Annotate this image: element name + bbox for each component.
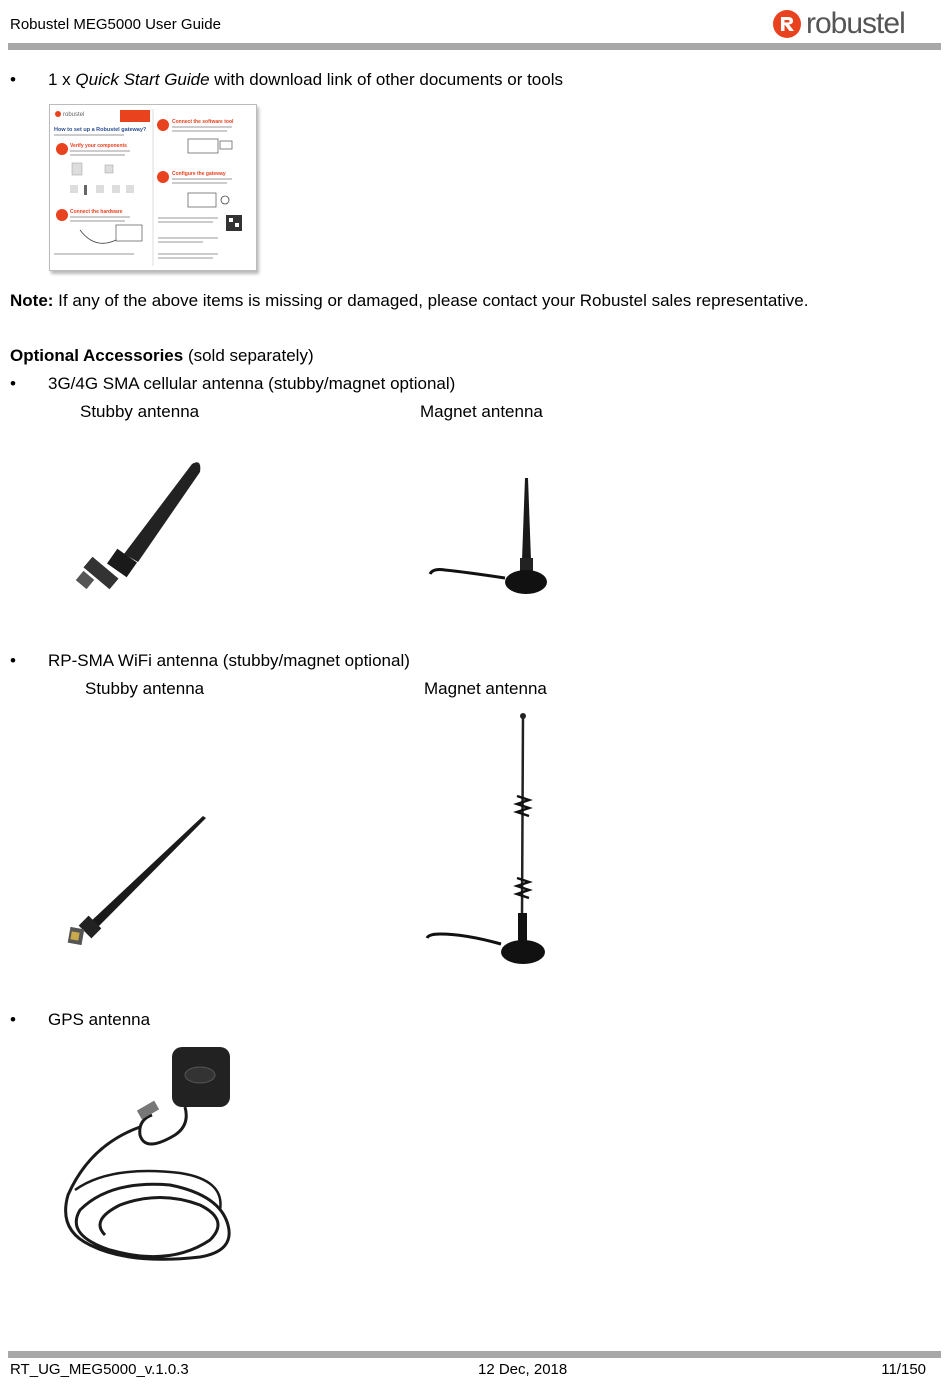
bullet-gps: • bbox=[10, 1010, 16, 1029]
cellular-title: 3G/4G SMA cellular antenna (stubby/magnet optional) bbox=[48, 374, 456, 393]
footer-doc-id: RT_UG_MEG5000_v.1.0.3 bbox=[10, 1361, 189, 1378]
bullet-wifi: • bbox=[10, 651, 16, 670]
robustel-logo-icon bbox=[772, 9, 802, 39]
thumb-heading: How to set up a Robustel gateway? bbox=[54, 127, 147, 133]
note-label: Note: bbox=[10, 291, 54, 310]
bullet-qsg: • bbox=[10, 70, 16, 89]
footer-divider bbox=[8, 1351, 941, 1358]
wifi-magnet-label: Magnet antenna bbox=[424, 679, 547, 698]
optional-label: Optional Accessories bbox=[10, 346, 184, 365]
qsg-suffix: with download link of other documents or tools bbox=[209, 70, 563, 89]
note-text: If any of the above items is missing or damaged, please contact your Robustel sales representative. bbox=[53, 291, 809, 310]
qsg-prefix: 1 x bbox=[48, 70, 76, 89]
wifi-magnet-antenna-image bbox=[425, 708, 560, 973]
qsg-title: Quick Start Guide bbox=[75, 70, 210, 89]
logo-wordmark: robustel bbox=[806, 7, 905, 40]
gps-title: GPS antenna bbox=[48, 1010, 151, 1029]
wifi-stubby-antenna-image bbox=[55, 810, 215, 960]
wifi-title: RP-SMA WiFi antenna (stubby/magnet optional) bbox=[48, 651, 410, 670]
footer-date: 12 Dec, 2018 bbox=[478, 1361, 568, 1378]
bullet-cellular: • bbox=[10, 374, 16, 393]
cellular-stubby-antenna-image bbox=[70, 450, 220, 610]
cellular-stubby-label: Stubby antenna bbox=[80, 402, 200, 421]
footer-page-number: 11/150 bbox=[881, 1361, 926, 1378]
qsg-thumbnail bbox=[49, 104, 257, 271]
optional-heading bbox=[10, 346, 314, 366]
qsg-line bbox=[48, 70, 563, 90]
robustel-logo bbox=[772, 8, 932, 40]
thumb-brand: robustel bbox=[63, 112, 85, 118]
cellular-magnet-antenna-image bbox=[425, 470, 555, 610]
thumb-step3: Connect the software tool bbox=[172, 119, 234, 125]
wifi-stubby-label: Stubby antenna bbox=[85, 679, 205, 698]
qsg-thumbnail-art bbox=[50, 105, 256, 270]
optional-suffix: (sold separately) bbox=[183, 346, 314, 365]
header-divider bbox=[8, 43, 941, 50]
thumb-step2: Connect the hardware bbox=[70, 209, 123, 215]
cellular-magnet-label: Magnet antenna bbox=[420, 402, 543, 421]
header-title: Robustel MEG5000 User Guide bbox=[10, 16, 221, 33]
thumb-step4: Configure the gateway bbox=[172, 171, 226, 177]
note-paragraph bbox=[10, 291, 808, 311]
gps-antenna-image bbox=[50, 1045, 240, 1270]
thumb-step1: Verify your components bbox=[70, 143, 127, 149]
